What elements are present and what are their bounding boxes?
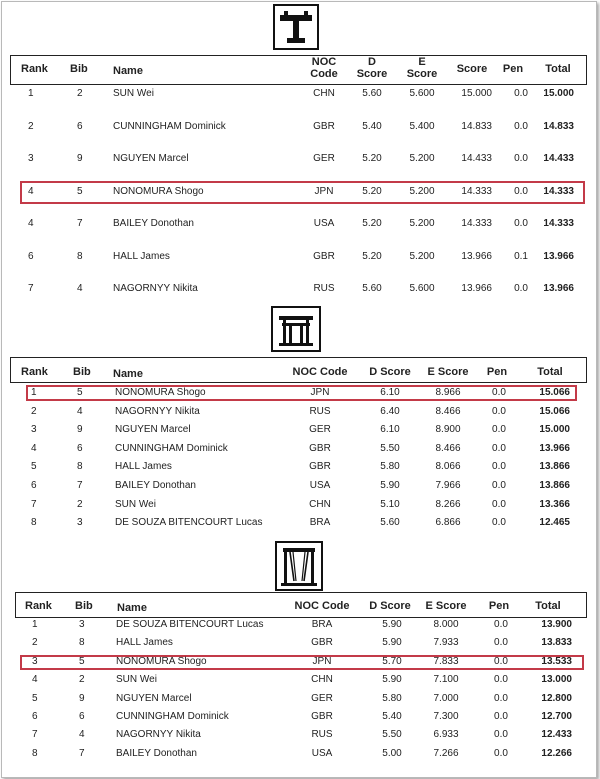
cell-noc: CHN: [313, 88, 335, 99]
header-name: Name: [113, 368, 143, 380]
cell-pen: 0.0: [494, 655, 508, 667]
table-row: [0, 441, 600, 457]
cell-e: 5.200: [409, 218, 435, 229]
header-name: Name: [113, 65, 143, 77]
cell-name: BAILEY Donothan: [115, 480, 196, 491]
cell-rank: 4: [28, 218, 34, 229]
table-row: [0, 691, 600, 707]
table-row: [0, 404, 600, 420]
table-row: [0, 249, 600, 265]
cell-pen: 0.0: [492, 461, 506, 473]
cell-bib: 2: [77, 88, 83, 99]
cell-noc: BRA: [309, 517, 331, 529]
cell-e: 8.266: [435, 498, 461, 510]
cell-noc: GBR: [309, 461, 331, 473]
table-row: [0, 635, 600, 651]
cell-bib: 9: [77, 424, 83, 436]
table-row: [0, 497, 600, 513]
cell-d: 5.80: [380, 461, 400, 473]
cell-rank: 4: [32, 674, 38, 686]
cell-d: 5.40: [382, 711, 402, 722]
table-row: [0, 216, 600, 232]
cell-e: 5.200: [409, 250, 435, 262]
cell-pen: 0.0: [492, 405, 506, 417]
cell-total: 15.066: [539, 387, 570, 398]
cell-e: 5.400: [409, 120, 435, 132]
cell-name: NAGORNYY Nikita: [116, 729, 201, 741]
cell-d: 5.90: [382, 619, 402, 630]
cell-bib: 8: [77, 250, 83, 262]
table-row: [0, 281, 600, 297]
cell-bib: 5: [77, 387, 83, 398]
cell-pen: 0.0: [492, 480, 506, 491]
cell-score: 15.000: [461, 88, 492, 99]
cell-total: 13.966: [539, 442, 570, 454]
cell-name: BAILEY Donothan: [113, 218, 194, 229]
cell-name: NONOMURA Shogo: [115, 387, 206, 398]
cell-e: 8.000: [433, 619, 459, 630]
table-row: [0, 709, 600, 725]
table-row: [0, 459, 600, 475]
header-e-score: E Score: [406, 56, 438, 80]
header-rank: Rank: [21, 63, 48, 75]
cell-d: 5.10: [380, 498, 400, 510]
cell-noc: GER: [309, 424, 331, 436]
cell-name: HALL James: [113, 250, 170, 262]
cell-total: 12.266: [541, 747, 572, 759]
cell-total: 13.900: [541, 619, 572, 630]
cell-bib: 6: [77, 442, 83, 454]
table-row: [0, 119, 600, 135]
cell-noc: RUS: [311, 729, 333, 741]
cell-d: 6.10: [380, 387, 400, 398]
cell-name: CUNNINGHAM Dominick: [116, 711, 229, 722]
cell-d: 6.10: [380, 424, 400, 436]
cell-name: BAILEY Donothan: [116, 747, 197, 759]
header-total: Total: [537, 366, 563, 378]
cell-bib: 2: [79, 674, 85, 686]
cell-noc: CHN: [311, 674, 333, 686]
header-noc: NOC Code: [310, 56, 338, 80]
cell-rank: 1: [31, 387, 37, 398]
cell-d: 5.90: [382, 637, 402, 649]
cell-bib: 2: [77, 498, 83, 510]
cell-noc: USA: [309, 480, 331, 491]
cell-rank: 6: [32, 711, 38, 722]
cell-total: 15.000: [539, 424, 570, 436]
cell-d: 5.80: [382, 692, 402, 704]
cell-bib: 7: [77, 480, 83, 491]
cell-noc: USA: [313, 218, 335, 229]
cell-name: HALL James: [116, 637, 173, 649]
cell-d: 5.20: [362, 218, 382, 229]
cell-rank: 3: [32, 655, 38, 667]
cell-pen: 0.0: [492, 517, 506, 529]
cell-total: 14.333: [543, 185, 574, 197]
cell-noc: GBR: [313, 250, 335, 262]
cell-d: 5.60: [362, 88, 382, 99]
header-name: Name: [117, 602, 147, 614]
cell-e: 8.466: [435, 442, 461, 454]
cell-name: SUN Wei: [115, 498, 156, 510]
cell-total: 12.433: [541, 729, 572, 741]
cell-pen: 0.0: [514, 153, 528, 164]
pommel-horse-icon: [273, 4, 319, 50]
cell-d: 5.50: [382, 729, 402, 741]
cell-bib: 3: [77, 517, 83, 529]
table-row: [0, 151, 600, 167]
cell-pen: 0.0: [492, 442, 506, 454]
cell-bib: 4: [79, 729, 85, 741]
table-row: [0, 746, 600, 762]
cell-total: 14.333: [543, 218, 574, 229]
cell-noc: JPN: [314, 185, 334, 197]
table-row: [0, 672, 600, 688]
header-noc: NOC Code: [294, 600, 350, 612]
cell-total: 15.066: [539, 405, 570, 417]
cell-e: 7.266: [433, 747, 459, 759]
cell-bib: 6: [79, 711, 85, 722]
cell-score: 14.333: [461, 218, 492, 229]
cell-name: DE SOUZA BITENCOURT Lucas: [116, 619, 264, 630]
cell-e: 7.933: [433, 637, 459, 649]
cell-rank: 2: [32, 637, 38, 649]
cell-rank: 7: [28, 283, 34, 294]
cell-score: 13.966: [461, 283, 492, 294]
cell-total: 13.866: [539, 461, 570, 473]
cell-rank: 7: [32, 729, 38, 741]
cell-d: 5.90: [382, 674, 402, 686]
cell-name: NONOMURA Shogo: [116, 655, 207, 667]
header-rank: Rank: [21, 366, 48, 378]
header-d-score: D Score: [356, 56, 388, 80]
cell-d: 5.20: [362, 250, 382, 262]
cell-noc: GER: [313, 153, 335, 164]
cell-name: NAGORNYY Nikita: [113, 283, 198, 294]
cell-pen: 0.0: [514, 88, 528, 99]
cell-rank: 8: [32, 747, 38, 759]
cell-total: 13.533: [541, 655, 572, 667]
cell-rank: 4: [31, 442, 37, 454]
cell-e: 7.100: [433, 674, 459, 686]
cell-rank: 3: [28, 153, 34, 164]
cell-rank: 5: [32, 692, 38, 704]
cell-name: DE SOUZA BITENCOURT Lucas: [115, 517, 263, 529]
cell-total: 12.700: [541, 711, 572, 722]
header-noc: NOC Code: [292, 366, 348, 378]
header-pen: Pen: [486, 366, 508, 378]
table-row: [0, 184, 600, 200]
header-d-score: D Score: [369, 366, 411, 378]
cell-score: 14.433: [461, 153, 492, 164]
cell-noc: GBR: [311, 637, 333, 649]
cell-pen: 0.0: [514, 283, 528, 294]
rings-icon: [275, 541, 323, 591]
cell-bib: 8: [77, 461, 83, 473]
cell-noc: GBR: [309, 442, 331, 454]
cell-bib: 3: [79, 619, 85, 630]
header-score: Score: [456, 63, 488, 75]
cell-noc: JPN: [310, 387, 330, 398]
cell-e: 5.200: [409, 153, 435, 164]
table-row: [0, 478, 600, 494]
cell-pen: 0.0: [514, 185, 528, 197]
cell-pen: 0.0: [494, 637, 508, 649]
cell-e: 7.300: [433, 711, 459, 722]
cell-total: 13.966: [543, 283, 574, 294]
cell-e: 6.933: [433, 729, 459, 741]
header-total: Total: [535, 600, 561, 612]
cell-rank: 6: [28, 250, 34, 262]
cell-d: 5.70: [382, 655, 402, 667]
cell-e: 7.833: [433, 655, 459, 667]
cell-d: 5.60: [380, 517, 400, 529]
cell-d: 5.00: [382, 747, 402, 759]
table-row: [0, 86, 600, 102]
cell-noc: JPN: [312, 655, 332, 667]
cell-e: 8.466: [435, 405, 461, 417]
header-rank: Rank: [25, 600, 52, 612]
cell-bib: 4: [77, 405, 83, 417]
cell-e: 7.000: [433, 692, 459, 704]
cell-pen: 0.0: [494, 692, 508, 704]
header-bib: Bib: [73, 366, 91, 378]
cell-noc: BRA: [311, 619, 333, 630]
cell-e: 7.966: [435, 480, 461, 491]
cell-total: 13.000: [541, 674, 572, 686]
cell-bib: 5: [77, 185, 83, 197]
cell-d: 5.90: [380, 480, 400, 491]
cell-d: 5.50: [380, 442, 400, 454]
cell-noc: GER: [311, 692, 333, 704]
cell-bib: 8: [79, 637, 85, 649]
cell-rank: 3: [31, 424, 37, 436]
cell-total: 13.966: [543, 250, 574, 262]
cell-rank: 2: [31, 405, 37, 417]
cell-d: 5.20: [362, 153, 382, 164]
cell-total: 12.800: [541, 692, 572, 704]
table-row: [0, 422, 600, 438]
cell-e: 8.966: [435, 387, 461, 398]
cell-pen: 0.0: [494, 729, 508, 741]
header-e-score: E Score: [425, 600, 467, 612]
cell-pen: 0.0: [514, 218, 528, 229]
cell-pen: 0.0: [492, 498, 506, 510]
cell-noc: CHN: [309, 498, 331, 510]
cell-name: CUNNINGHAM Dominick: [113, 120, 226, 132]
cell-name: NGUYEN Marcel: [116, 692, 192, 704]
cell-bib: 4: [77, 283, 83, 294]
table-row: [0, 617, 600, 633]
header-total: Total: [545, 63, 571, 75]
cell-rank: 1: [28, 88, 34, 99]
cell-rank: 7: [31, 498, 37, 510]
cell-e: 8.900: [435, 424, 461, 436]
cell-name: NAGORNYY Nikita: [115, 405, 200, 417]
cell-rank: 2: [28, 120, 34, 132]
cell-pen: 0.0: [514, 120, 528, 132]
cell-bib: 6: [77, 120, 83, 132]
table-row: [0, 654, 600, 670]
cell-name: HALL James: [115, 461, 172, 473]
cell-d: 5.20: [362, 185, 382, 197]
cell-bib: 7: [77, 218, 83, 229]
cell-bib: 7: [79, 747, 85, 759]
cell-bib: 5: [79, 655, 85, 667]
cell-total: 12.465: [539, 517, 570, 529]
cell-rank: 4: [28, 185, 34, 197]
cell-noc: GBR: [313, 120, 335, 132]
cell-e: 8.066: [435, 461, 461, 473]
cell-noc: GBR: [311, 711, 333, 722]
cell-d: 6.40: [380, 405, 400, 417]
cell-bib: 9: [79, 692, 85, 704]
header-bib: Bib: [75, 600, 93, 612]
header-pen: Pen: [502, 63, 524, 75]
cell-d: 5.40: [362, 120, 382, 132]
cell-name: SUN Wei: [113, 88, 154, 99]
cell-score: 14.333: [461, 185, 492, 197]
cell-e: 5.600: [409, 88, 435, 99]
cell-pen: 0.0: [494, 711, 508, 722]
cell-rank: 6: [31, 480, 37, 491]
cell-bib: 9: [77, 153, 83, 164]
cell-name: SUN Wei: [116, 674, 157, 686]
cell-rank: 5: [31, 461, 37, 473]
table-row: [0, 385, 600, 401]
cell-name: NGUYEN Marcel: [115, 424, 191, 436]
cell-e: 6.866: [435, 517, 461, 529]
cell-total: 13.366: [539, 498, 570, 510]
cell-pen: 0.0: [494, 674, 508, 686]
cell-pen: 0.0: [494, 747, 508, 759]
header-e-score: E Score: [427, 366, 469, 378]
table-row: [0, 727, 600, 743]
cell-noc: USA: [311, 747, 333, 759]
cell-score: 14.833: [461, 120, 492, 132]
cell-rank: 8: [31, 517, 37, 529]
cell-rank: 1: [32, 619, 38, 630]
cell-e: 5.600: [409, 283, 435, 294]
cell-name: NGUYEN Marcel: [113, 153, 189, 164]
parallel-bars-icon: [271, 306, 321, 352]
cell-name: CUNNINGHAM Dominick: [115, 442, 228, 454]
cell-pen: 0.0: [494, 619, 508, 630]
cell-d: 5.60: [362, 283, 382, 294]
cell-total: 15.000: [543, 88, 574, 99]
cell-total: 13.866: [539, 480, 570, 491]
table-row: [0, 515, 600, 531]
header-pen: Pen: [488, 600, 510, 612]
cell-pen: 0.0: [492, 387, 506, 398]
cell-name: NONOMURA Shogo: [113, 185, 204, 197]
header-bib: Bib: [70, 63, 88, 75]
header-d-score: D Score: [369, 600, 411, 612]
cell-noc: RUS: [313, 283, 335, 294]
cell-noc: RUS: [309, 405, 331, 417]
cell-total: 13.833: [541, 637, 572, 649]
cell-total: 14.833: [543, 120, 574, 132]
cell-pen: 0.1: [514, 250, 528, 262]
cell-score: 13.966: [461, 250, 492, 262]
cell-pen: 0.0: [492, 424, 506, 436]
cell-total: 14.433: [543, 153, 574, 164]
cell-e: 5.200: [409, 185, 435, 197]
